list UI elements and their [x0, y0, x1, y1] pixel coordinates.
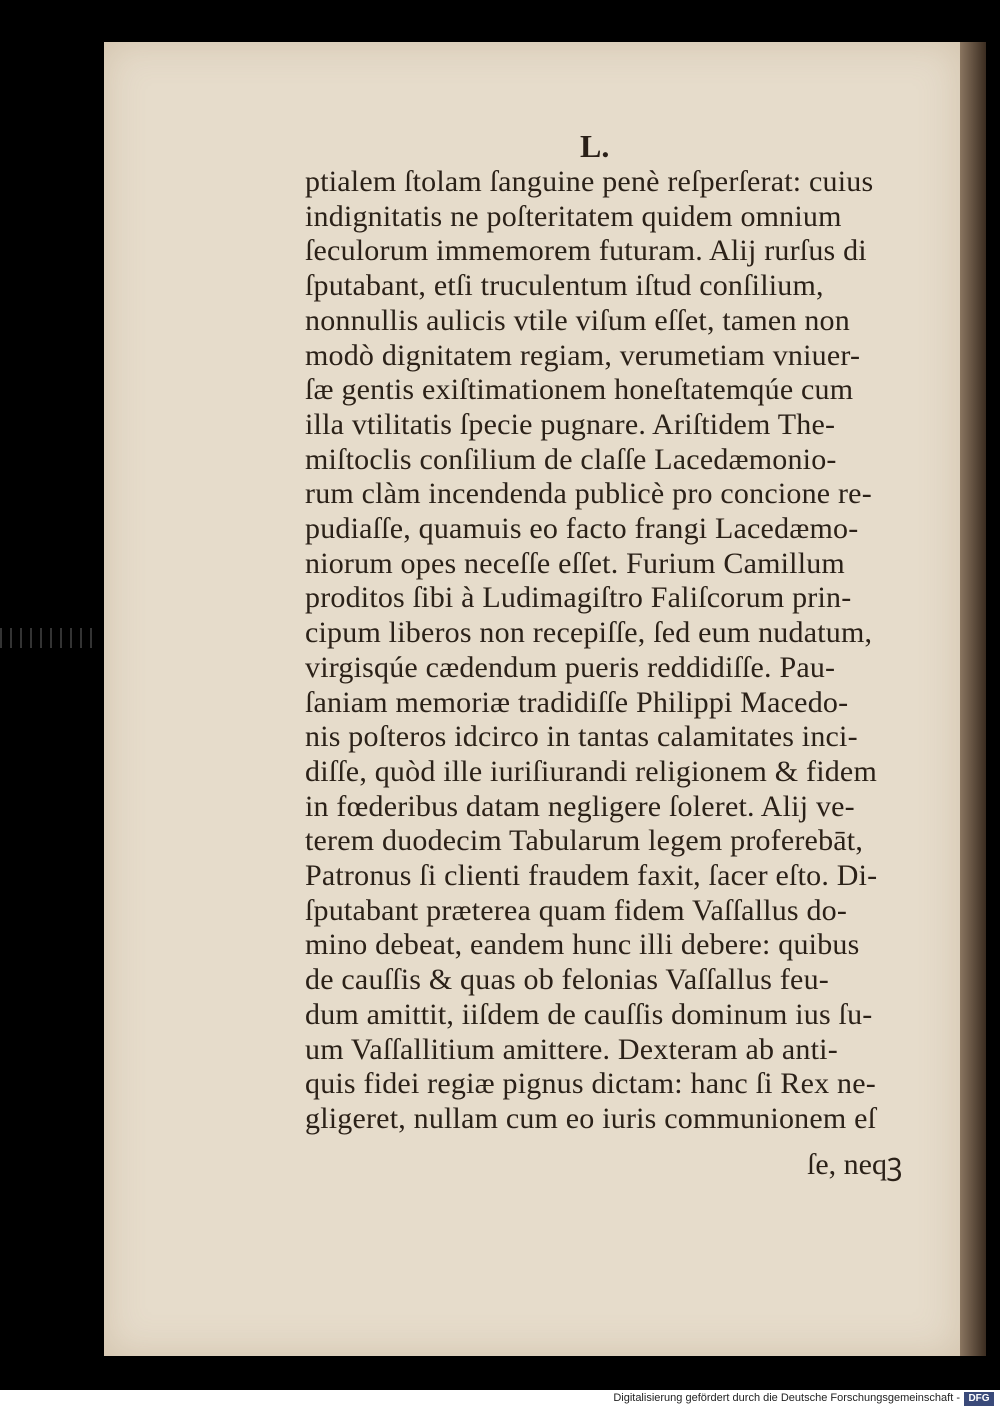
- text-line: miſtoclis conſilium de claſſe Lacedæmonio-: [305, 442, 837, 476]
- text-line: nonnullis aulicis vtile viſum eſſet, tamen non: [305, 303, 850, 337]
- text-line: dum amittit, iiſdem de cauſſis dominum ius ſu-: [305, 997, 873, 1031]
- text-line: de cauſſis & quas ob felonias Vaſſallus feu-: [305, 963, 829, 997]
- text-line: ſæ gentis exiſtimationem honeſtatemqúe cum: [305, 373, 854, 407]
- text-line: illa vtilitatis ſpecie pugnare. Ariſtidem The-: [305, 407, 836, 441]
- text-line: ptialem ſtolam ſanguine penè reſperſerat: cuius: [305, 165, 874, 198]
- text-line: rum clàm incendenda publicè pro concione re-: [305, 477, 872, 511]
- text-line: quis fidei regiæ pignus dictam: hanc ſi Rex ne-: [305, 1067, 876, 1101]
- text-line: terem duodecim Tabularum legem proferebāt,: [305, 824, 864, 858]
- text-line: modò dignitatem regiam, verumetiam vniuer-: [305, 338, 861, 372]
- text-line: ſputabant præterea quam fidem Vaſſallus do-: [305, 893, 848, 927]
- text-line: ſputabant, etſi truculentum iſtud conſilium,: [305, 269, 824, 303]
- text-line: Patronus ſi clienti fraudem faxit, ſacer eſto. Di-: [305, 859, 878, 893]
- dfg-logo: DFG: [964, 1392, 994, 1406]
- text-line: nis poſteros idcirco in tantas calamitates inci-: [305, 720, 858, 754]
- text-line: gligeret, nullam cum eo iuris communionem eſ: [305, 1101, 877, 1135]
- signature-mark: L.: [580, 128, 610, 164]
- text-line: mino debeat, eandem hunc illi debere: quibus: [305, 928, 860, 962]
- catchword: ſe, neqꝫ: [807, 1148, 903, 1181]
- text-line: virgisqúe cædendum pueris reddidiſſe. Pau-: [305, 650, 836, 684]
- text-line: niorum opes neceſſe eſſet. Furium Camillum: [305, 546, 845, 580]
- text-line: um Vaſſallitium amittere. Dexteram ab anti-: [305, 1032, 838, 1066]
- footer-bar: [0, 1390, 1000, 1409]
- text-line: ſaniam memoriæ tradidiſſe Philippi Macedo-: [305, 685, 849, 719]
- text-line: ſeculorum immemorem futuram. Alij rurſus di: [305, 234, 867, 268]
- funding-notice: Digitalisierung gefördert durch die Deutsche Forschungsgemeinschaft -: [613, 1392, 960, 1404]
- text-line: in fœderibus datam negligere ſoleret. Alij ve-: [305, 789, 855, 823]
- page-edge: [960, 42, 986, 1356]
- text-line: indignitatis ne poſteritatem quidem omnium: [305, 199, 842, 233]
- text-line: pudiaſſe, quamuis eo facto frangi Lacedæmo-: [305, 512, 859, 546]
- text-line: cipum liberos non recepiſſe, ſed eum nudatum,: [305, 616, 873, 650]
- scanner-ruler-marks: [0, 628, 100, 648]
- text-line: proditos ſibi à Ludimagiſtro Faliſcorum prin-: [305, 581, 852, 615]
- body-text: [305, 165, 905, 1137]
- text-line: diſſe, quòd ille iuriſiurandi religionem & fidem: [305, 754, 877, 788]
